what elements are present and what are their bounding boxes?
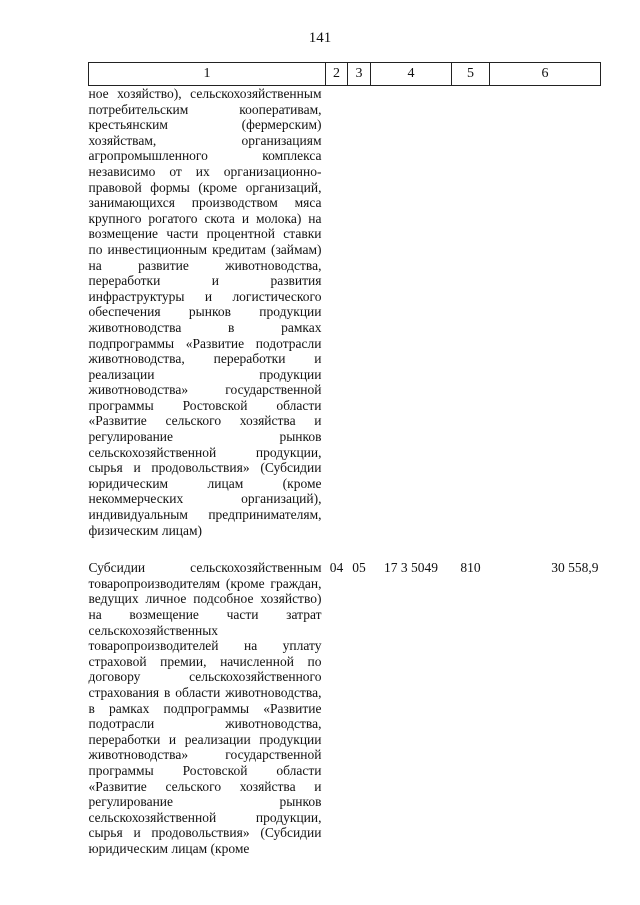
- header-col-3: 3: [348, 63, 371, 86]
- row-expense-type-code: [452, 86, 490, 539]
- row-description: Субсидии сельскохозяйственным товаропроизводителям (кроме граждан, ведущих личное подсобное хозяйство) на возмещение части затрат сельскохозяйственных товаропроизводителей на уплату страховой премии, начисленной по договору сельскохозяйственного страхования в области животноводства, в рамках подпрограммы «Развитие подотрасли животноводства, переработки и реализации продукции животноводства» государственной программы Ростовской области «Развитие сельского хозяйства и регулирование рынков сельскохозяйственной продукции, сырья и продовольствия» (Субсидии юридическим лицам (кроме: [88, 560, 322, 856]
- row-expense-type-code: 810: [460, 560, 481, 576]
- row-target-article-code: [371, 86, 452, 539]
- table-row: [89, 560, 601, 856]
- row-description: ное хозяйство), сельскохозяйственным потребительским кооперативам, крестьянским (фермерским) хозяйствам, организациям агропромышленного комплекса независимо от их организационно-правовой формы (кроме организаций, занимающихся производством мяса крупного рогатого скота и молока) на возмещение части процентной ставки по инвестиционным кредитам (займам) на развитие животноводства, переработки и развития инфраструктуры и логистического обеспечения рынков продукции животноводства в рамках подпрограммы «Развитие подотрасли животноводства, переработки и реализации продукции животноводства» государственной программы Ростовской области «Развитие сельского хозяйства и регулирование рынков сельскохозяйственной продукции, сырья и продовольствия» (Субсидии юридическим лицам (кроме некоммерческих организаций), индивидуальным предпринимателям, физическим лицам): [88, 86, 322, 538]
- header-col-6: 6: [490, 63, 601, 86]
- header-col-1: 1: [89, 63, 326, 86]
- table-row: [89, 86, 601, 539]
- row-section-code: [326, 86, 348, 539]
- row-amount: 30 558,9: [551, 560, 599, 576]
- row-target-article-code: 17 3 5049: [384, 560, 438, 576]
- table-header-row: [89, 63, 601, 86]
- header-col-4: 4: [371, 63, 452, 86]
- header-col-5: 5: [452, 63, 490, 86]
- page-number: 141: [308, 30, 332, 46]
- row-subsection-code: [348, 86, 371, 539]
- budget-table: [88, 62, 601, 857]
- row-spacer: [89, 538, 601, 560]
- row-subsection-code: 05: [352, 560, 366, 576]
- row-section-code: 04: [329, 560, 344, 576]
- header-col-2: 2: [326, 63, 348, 86]
- row-amount: [490, 86, 601, 539]
